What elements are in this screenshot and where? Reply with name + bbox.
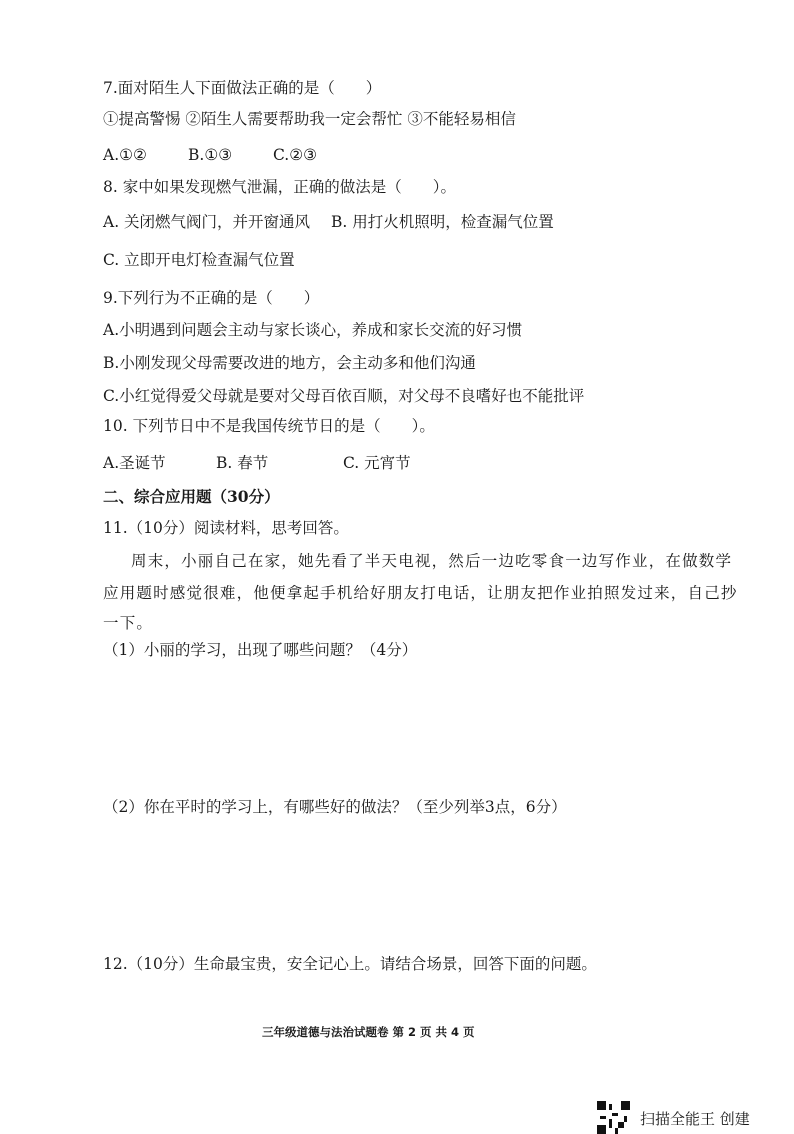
q10-option-b: B. 春节: [216, 454, 269, 472]
q9-option-a: A.小明遇到问题会主动与家长谈心，养成和家长交流的好习惯: [103, 321, 523, 339]
q8-option-c: C. 立即开电灯检查漏气位置: [103, 251, 295, 269]
q9-option-b: B.小刚发现父母需要改进的地方，会主动多和他们沟通: [103, 354, 476, 372]
q7-statements: ①提高警惕 ②陌生人需要帮助我一定会帮忙 ③不能轻易相信: [103, 110, 516, 128]
q11-sub-question-2: （2）你在平时的学习上，有哪些好的做法？（至少列举3点，6分）: [103, 798, 567, 816]
q11-passage-line-2: 应用题时感觉很难，他便拿起手机给好朋友打电话，让朋友把作业拍照发过来，自己抄: [103, 584, 738, 602]
q8-options-ab: [103, 212, 554, 232]
q10-stem: 10. 下列节日中不是我国传统节日的是（ ）。: [103, 417, 435, 435]
q9-option-c: C.小红觉得爱父母就是要对父母百依百顺，对父母不良嗜好也不能批评: [103, 387, 585, 405]
q7-option-c: C.②③: [273, 146, 318, 164]
page-footer: 三年级道德与法治试题卷 第 2 页 共 4 页: [262, 1025, 475, 1039]
q8-stem: 8. 家中如果发现燃气泄漏，正确的做法是（ ）。: [103, 178, 456, 196]
q11-passage-line-3: 一下。: [103, 614, 154, 632]
q10-option-a: A.圣诞节: [103, 454, 166, 472]
q10-options: [103, 453, 411, 473]
q7-option-b: B.①③: [188, 146, 233, 164]
q7-stem: 7.面对陌生人下面做法正确的是（ ）: [103, 79, 382, 97]
q8-option-a: A. 关闭燃气阀门，并开窗通风: [103, 213, 311, 231]
q7-option-a: A.①②: [103, 146, 147, 164]
q11-sub-question-1: （1）小丽的学习，出现了哪些问题？（4分）: [103, 641, 418, 659]
q12-stem: 12.（10分）生命最宝贵，安全记心上。请结合场景，回答下面的问题。: [103, 955, 597, 973]
q10-option-c: C. 元宵节: [343, 454, 411, 472]
q9-stem: 9.下列行为不正确的是（ ）: [103, 289, 320, 307]
scanner-watermark: 扫描全能王 创建: [640, 1110, 750, 1128]
section-2-title: 二、综合应用题（30分）: [103, 487, 280, 506]
qr-code-icon: [597, 1101, 630, 1134]
q11-passage-line-1: 周末，小丽自己在家，她先看了半天电视，然后一边吃零食一边写作业，在做数学: [131, 552, 733, 570]
q8-option-b: B. 用打火机照明，检查漏气位置: [331, 213, 554, 231]
q11-stem: 11.（10分）阅读材料，思考回答。: [103, 519, 349, 537]
q7-options: [103, 145, 317, 165]
